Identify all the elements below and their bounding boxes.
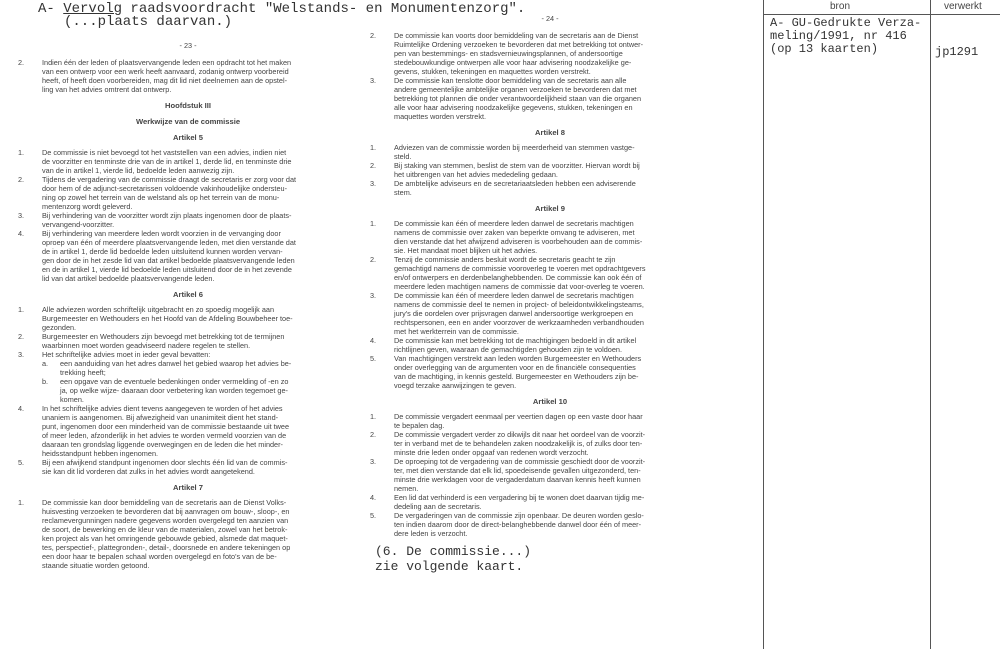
item-number: 2. (18, 332, 25, 341)
list-item (370, 291, 730, 336)
sub-item-letter: b. (42, 377, 49, 386)
item-number: 2. (18, 58, 25, 67)
list-item (370, 457, 730, 493)
list-item (18, 211, 358, 229)
article-heading: Artikel 7 (173, 483, 203, 492)
list-item (18, 58, 358, 94)
item-text: De oproeping tot de vergadering van de commissie geschiedt door de voorzit- ter, met dien verstande dat elk lid, spoedeisende gevallen uitgezonderd, ten- minste drie werkdagen voor de vergaderdatum daarvan kennis heeft kunnen nemen. (394, 457, 646, 493)
item-text: Bij verhindering van meerdere leden wordt voorzien in de vervanging door oproep van één of meerdere plaatsvervangende leden, met dien verstande dat de in artikel 1, derde lid bedoelde leden uitsluitend kunnen worden vervan- gen door de in het zesde lid van dat artikel bedoelde plaatsvervangende leden en de in artikel 1, vierde lid bedoelde leden uitsluitend door de in het zevende lid van dat artikel bedoelde plaatsvervangende leden. (42, 229, 296, 283)
card-header-rule (763, 14, 1000, 15)
article-items (370, 412, 730, 538)
continuation-note: (6. De commissie...) (375, 544, 532, 559)
item-number: 3. (370, 76, 377, 85)
item-text: Bij staking van stemmen, beslist de stem van de voorzitter. Hiervan wordt bij het uitbrengen van het advies mededeling gedaan. (394, 161, 640, 179)
list-item (18, 498, 358, 570)
card-divider (763, 0, 764, 649)
item-number: 3. (370, 457, 377, 466)
item-text: Alle adviezen worden schriftelijk uitgebracht en zo spoedig mogelijk aan Burgemeester en Wethouders en het Hoofd van de Afdeling Bouwbeheer toe- gezonden. (42, 305, 293, 332)
list-item (18, 148, 358, 175)
article-items (18, 148, 358, 283)
item-number: 2. (18, 175, 25, 184)
item-text: De commissie vergadert eenmaal per veertien dagen op een vaste door haar te bepalen dag. (394, 412, 643, 430)
item-number: 3. (18, 211, 25, 220)
sub-item-text: een opgave van de eventuele bedenkingen onder vermelding of -en zo ja, op welke wijze- daaraan door verbetering kan worden tegemoet ge- komen. (60, 377, 289, 404)
item-text: De commissie vergadert verder zo dikwijls dit naar het oordeel van de voorzit- ter in verband met de te behandelen zaken noodzakelijk is, of zulks door ten- minste drie leden onder opgaaf van redenen wordt verzocht. (394, 430, 646, 457)
sub-item (18, 359, 358, 377)
item-number: 5. (370, 354, 377, 363)
list-item (370, 354, 730, 390)
item-number: 5. (370, 511, 377, 520)
item-text: Burgemeester en Wethouders zijn bevoegd met betrekking tot de termijnen waarbinnen moet worden geadviseerd nadere regelen te stellen. (42, 332, 285, 350)
item-number: 1. (18, 148, 25, 157)
list-item (370, 143, 730, 161)
column-header-verwerkt: verwerkt (944, 1, 982, 12)
item-text: Van machtigingen verstrekt aan leden worden Burgemeester en Wethouders onder overlegging van de argumenten voor en de financiële consequenties van de machtiging, in kennis gesteld. Burgemeester en Wethouders zijn be- voegd terzake aanwijzingen te geven. (394, 354, 642, 390)
sub-item (18, 377, 358, 404)
item-number: 3. (370, 179, 377, 188)
article-items (18, 305, 358, 476)
item-number: 2. (370, 430, 377, 439)
continuation-note-2: zie volgende kaart. (375, 559, 524, 574)
item-text: De commissie kan voorts door bemiddeling van de secretaris aan de Dienst Ruimtelijke Ordening verzoeken te bevorderen dat met betrekking tot ontwer- pen van bestemmings- en stadsvernieuwingsplannen, of andersoortige stedebouwkundige ontwerpen alle voor haar advisering noodzakelijke ge- gevens, stukken, tekeningen en maquettes worden verstrekt. (394, 31, 644, 76)
list-item (370, 493, 730, 511)
source-reference: A- GU-Gedrukte Verza- meling/1991, nr 416 (op 13 kaarten) (770, 16, 922, 56)
item-number: 1. (18, 498, 25, 507)
title-rest: raadsvoordracht "Welstands- en Monumentenzorg". (122, 1, 526, 17)
item-number: 3. (370, 291, 377, 300)
item-text: De ambtelijke adviseurs en de secretariaatsleden hebben een adviserende stem. (394, 179, 636, 197)
item-text: De commissie kan met betrekking tot de machtigingen bedoeld in dit artikel richtlijnen geven, waaraan de gemachtigden gehouden zijn te voldoen. (394, 336, 637, 354)
sub-item-letter: a. (42, 359, 49, 368)
article-items (370, 219, 730, 390)
list-item (370, 511, 730, 538)
article-heading: Artikel 6 (173, 290, 203, 299)
article-items (370, 31, 730, 121)
list-item (370, 76, 730, 121)
item-number: 4. (370, 336, 377, 345)
chapter-heading: Hoofdstuk III (165, 101, 211, 110)
item-text: Indien één der leden of plaatsvervangende leden een opdracht tot het maken van een ontwerp voor een werk heeft aanvaard, zodanig ontwerp voorbereid heeft, of heeft doen voorbereiden, mag dit lid niet deelnemen aan de opstel- ling van het advies omtrent dat ontwerp. (42, 58, 292, 94)
item-number: 1. (370, 219, 377, 228)
item-text: Bij een afwijkend standpunt ingenomen door slechts één lid van de commis- sie kan dit lid vorderen dat zulks in het advies wordt aangetekend. (42, 458, 288, 476)
item-text: Adviezen van de commissie worden bij meerderheid van stemmen vastge- steld. (394, 143, 635, 161)
title-prefix: A- (38, 1, 64, 17)
item-text: De commissie kan één of meerdere leden danwel de secretaris machtigen namens de commissie over zaken van beperkte omvang te adviseren, met dien verstande dat het afwijzend adviseren is voorbehouden aan de commis- sie. Het mandaat moet blijken uit het advies. (394, 219, 643, 255)
card-title-line2: (...plaats daarvan.) (64, 14, 233, 30)
item-number: 2. (370, 31, 377, 40)
item-number: 1. (370, 143, 377, 152)
list-item (370, 179, 730, 197)
item-text: Het schriftelijke advies moet in ieder geval bevatten: (42, 350, 211, 359)
page-23 (18, 41, 358, 570)
list-item (18, 305, 358, 332)
article-heading: Artikel 8 (535, 128, 565, 137)
item-text: Bij verhindering van de voorzitter wordt zijn plaats ingenomen door de plaats- vervangend-voorzitter. (42, 211, 292, 229)
item-number: 4. (18, 229, 25, 238)
item-text: In het schriftelijke advies dient tevens aangegeven te worden of het advies unaniem is aangenomen. Bij afwezigheid van unanimiteit dient het stand- punt, ingenomen door een minderheid van de commissie bestaande uit twee of meer leden, afzonderlijk in het advies te worden vermeld voorzien van de daaraan ten grondslag liggende overwegingen en de leden die het minder- heidsstandpunt hebben ingenomen. (42, 404, 290, 458)
item-text: De commissie is niet bevoegd tot het vaststellen van een advies, indien niet de voorzitter en tenminste drie van de in artikel 1, derde lid, en tenminste drie van de in artikel 1, vierde lid, bedoelde leden aanwezig zijn. (42, 148, 292, 175)
list-item (18, 350, 358, 359)
item-number: 1. (18, 305, 25, 314)
item-text: Tenzij de commissie anders besluit wordt de secretaris geacht te zijn gemachtigd namens de commissie vooroverleg te voeren met opdrachtgevers en/of ontwerpers en derdenbelanghebbenden. De commissie kan ook één of meerdere leden machtigen namens de commissie dat voor-overleg te voeren. (394, 255, 646, 291)
item-text: De commissie kan één of meerdere leden danwel de secretaris machtigen namens de commissie deel te nemen in project- of beleidontwikkelingsteams, jury's die oordelen over prijsvragen danwel andersoortige werkgroepen en rechtspersonen, een en ander voorzover de werkzaamheden verbandhouden met het werkterrein van de commissie. (394, 291, 644, 336)
item-text: Een lid dat verhinderd is een vergadering bij te wonen doet daarvan tijdig me- dedeling aan de secretaris. (394, 493, 645, 511)
list-item (370, 31, 730, 76)
list-item (18, 332, 358, 350)
processed-code: jp1291 (935, 45, 979, 59)
title-underlined: Vervolg (63, 1, 123, 17)
list-item (370, 219, 730, 255)
article-heading: Artikel 5 (173, 133, 203, 142)
list-item (18, 229, 358, 283)
article-heading: Artikel 10 (532, 397, 568, 406)
item-number: 5. (18, 458, 25, 467)
page-24 (370, 14, 730, 574)
article-heading: Artikel 9 (535, 204, 565, 213)
list-item (370, 255, 730, 291)
chapter-title: Werkwijze van de commissie (135, 117, 241, 126)
list-item (18, 175, 358, 211)
list-item (370, 161, 730, 179)
list-item (370, 430, 730, 457)
list-item (370, 336, 730, 354)
page-number: - 23 - (179, 41, 197, 50)
item-text: De vergaderingen van de commissie zijn openbaar. De deuren worden geslo- ten indien daarom door de direct-belanghebbende danwel door één of meer- dere leden is verzocht. (394, 511, 644, 538)
article-items (370, 143, 730, 197)
item-text: De commissie kan tenslotte door bemiddeling van de secretaris aan alle andere gemeentelijke ambtelijke organen verzoeken te bevorderen dat met betrekking tot plannen die onder verantwoordelijkheid staan van die organen alle voor haar advisering noodzakelijke gegevens, stukken, tekeningen en maquettes worden verstrekt. (394, 76, 642, 121)
item-number: 4. (370, 493, 377, 502)
sub-item-text: een aanduiding van het adres danwel het gebied waarop het advies be- trekking heeft; (60, 359, 292, 377)
list-item (370, 412, 730, 430)
list-item (18, 404, 358, 458)
page-number: - 24 - (541, 14, 559, 23)
item-text: De commissie kan door bemiddeling van de secretaris aan de Dienst Volks- huisvesting verzoeken te bevorderen dat bij aanvragen om bouw-, sloop-, en reclamevergunningen nadere gegevens worden overgelegd ten aanzien van de soort, de bewerking en de kleur van de materialen, zowel van het betrok- ken project als van het omringende gebouwde gebied, alsmede dat maquet- tes, perspectief-, plattegronden-, detail-, doorsnede en andere tekeningen op een door haar te bepalen schaal worden overgelegd en foto's van de be- staande situatie worden getoond. (42, 498, 291, 570)
item-number: 2. (370, 161, 377, 170)
item-number: 4. (18, 404, 25, 413)
item-text: Tijdens de vergadering van de commissie draagt de secretaris er zorg voor dat door hem of de adjunct-secretarissen voldoende vakinhoudelijke ondersteu- ning op zowel het terrein van de welstand als op het terrein van de monu- mentenzorg wordt geleverd. (42, 175, 297, 211)
article-items (18, 498, 358, 570)
column-header-bron: bron (830, 1, 851, 12)
card-divider (930, 0, 931, 649)
item-number: 3. (18, 350, 25, 359)
list-item (18, 458, 358, 476)
item-number: 2. (370, 255, 377, 264)
item-number: 1. (370, 412, 377, 421)
